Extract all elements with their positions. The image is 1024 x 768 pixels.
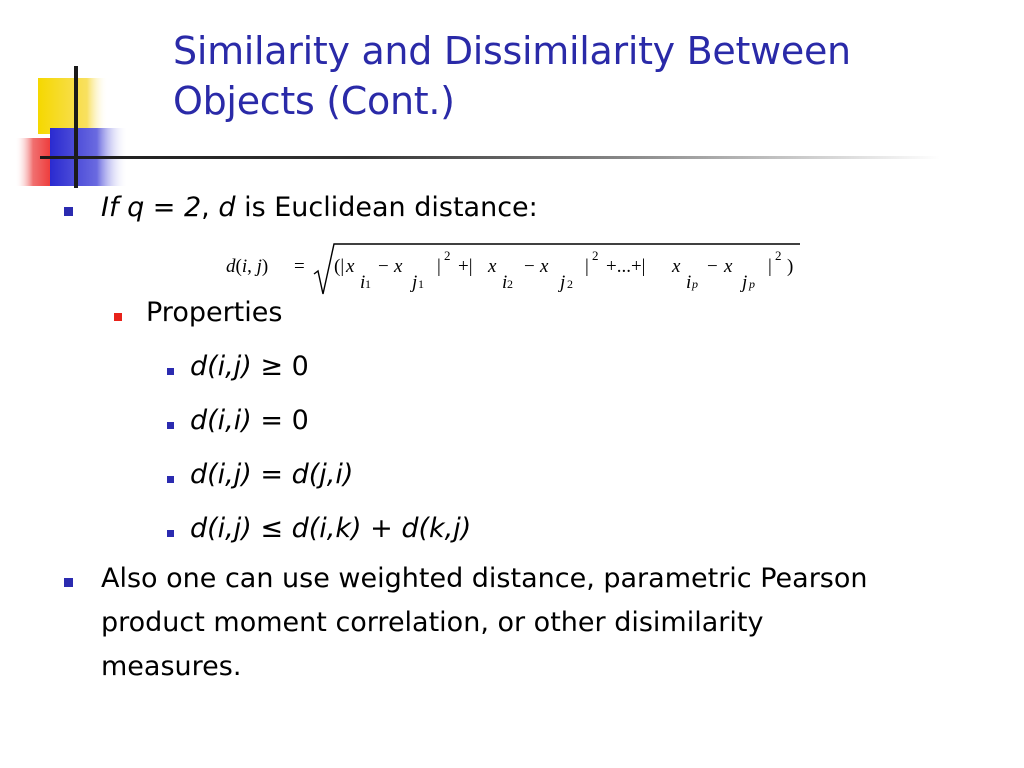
svg-text:x: x <box>672 256 681 277</box>
bullet-line-3: measures. <box>101 651 242 682</box>
bullet-other-measures <box>101 557 1001 689</box>
bullet-marker <box>64 207 73 216</box>
svg-text:|: | <box>437 256 441 277</box>
euclidean-distance-formula <box>222 238 812 304</box>
bullet-marker <box>64 578 73 587</box>
svg-text:p: p <box>749 277 755 291</box>
property-lhs: d(i,i) <box>190 405 252 436</box>
property-lhs: d(i,j) <box>190 513 252 544</box>
plus-sign: + <box>370 513 393 544</box>
svg-text:j: j <box>412 272 418 293</box>
svg-text:x: x <box>724 256 733 277</box>
svg-text:1: 1 <box>418 277 424 291</box>
property-rhs: 0 <box>291 405 309 436</box>
q-expression: q = 2 <box>127 192 202 223</box>
svg-text:2: 2 <box>444 248 451 263</box>
svg-text:j: j <box>560 272 566 293</box>
bullet-line-1: Also one can use weighted distance, parametric Pearson <box>101 563 868 594</box>
svg-text:(|: (| <box>334 256 345 277</box>
svg-text:x: x <box>540 256 549 277</box>
sub-bullet-marker <box>114 313 122 321</box>
property-rhs: d(i,k) <box>291 513 362 544</box>
svg-text:|: | <box>585 256 589 277</box>
svg-text:2: 2 <box>775 248 782 263</box>
title-line-1: Similarity and Dissimilarity Between <box>173 29 851 73</box>
property-lhs: d(i,j) <box>190 351 252 382</box>
title-line-2: Objects (Cont.) <box>173 79 455 123</box>
svg-text:−: − <box>524 256 535 277</box>
properties-heading <box>146 291 282 335</box>
property-identity <box>190 399 309 443</box>
svg-text:2: 2 <box>507 277 513 291</box>
property-op: ≤ <box>260 513 284 544</box>
property-nonnegativity <box>190 345 309 389</box>
property-lhs: d(i,j) = d(j,i) <box>190 459 354 490</box>
svg-text:x: x <box>346 256 355 277</box>
svg-text:−: − <box>707 256 718 277</box>
d-symbol: d <box>218 192 236 223</box>
euclidean-text: is Euclidean distance: <box>244 192 538 223</box>
svg-text:=: = <box>294 256 305 277</box>
property-op: ≥ <box>260 351 284 382</box>
svg-text:): ) <box>787 256 794 277</box>
property-symmetry <box>190 453 353 497</box>
svg-text:x: x <box>394 256 403 277</box>
properties-label: Properties <box>146 297 283 328</box>
property-marker <box>167 530 174 537</box>
svg-text:−: − <box>378 256 389 277</box>
svg-text:2: 2 <box>567 277 573 291</box>
property-rhs: 0 <box>291 351 309 382</box>
svg-text:x: x <box>488 256 497 277</box>
svg-text:i: i <box>502 272 508 293</box>
svg-text:i: i <box>686 272 692 293</box>
svg-text:p: p <box>692 277 698 291</box>
property-marker <box>167 476 174 483</box>
svg-text:i: i <box>360 272 366 293</box>
comma: , <box>201 192 210 223</box>
bullet-euclidean <box>101 186 538 230</box>
property-rhs-2: d(k,j) <box>401 513 472 544</box>
property-triangle-inequality <box>190 507 471 551</box>
svg-text:2: 2 <box>592 248 599 263</box>
svg-text:d(i, j): d(i, j) <box>226 256 269 277</box>
svg-text:1: 1 <box>365 277 371 291</box>
bullet-line-2: product moment correlation, or other disimilarity <box>101 607 764 638</box>
title-divider <box>40 156 940 159</box>
svg-text:|: | <box>768 256 772 277</box>
if-text: If <box>101 192 119 223</box>
slide-title <box>173 26 993 126</box>
svg-text:+...+|: +...+| <box>606 256 646 277</box>
svg-text:j: j <box>742 272 748 293</box>
svg-text:+|: +| <box>458 256 473 277</box>
property-marker <box>167 422 174 429</box>
decorative-logo-icon <box>0 0 140 200</box>
property-op: = <box>260 405 284 436</box>
property-marker <box>167 368 174 375</box>
